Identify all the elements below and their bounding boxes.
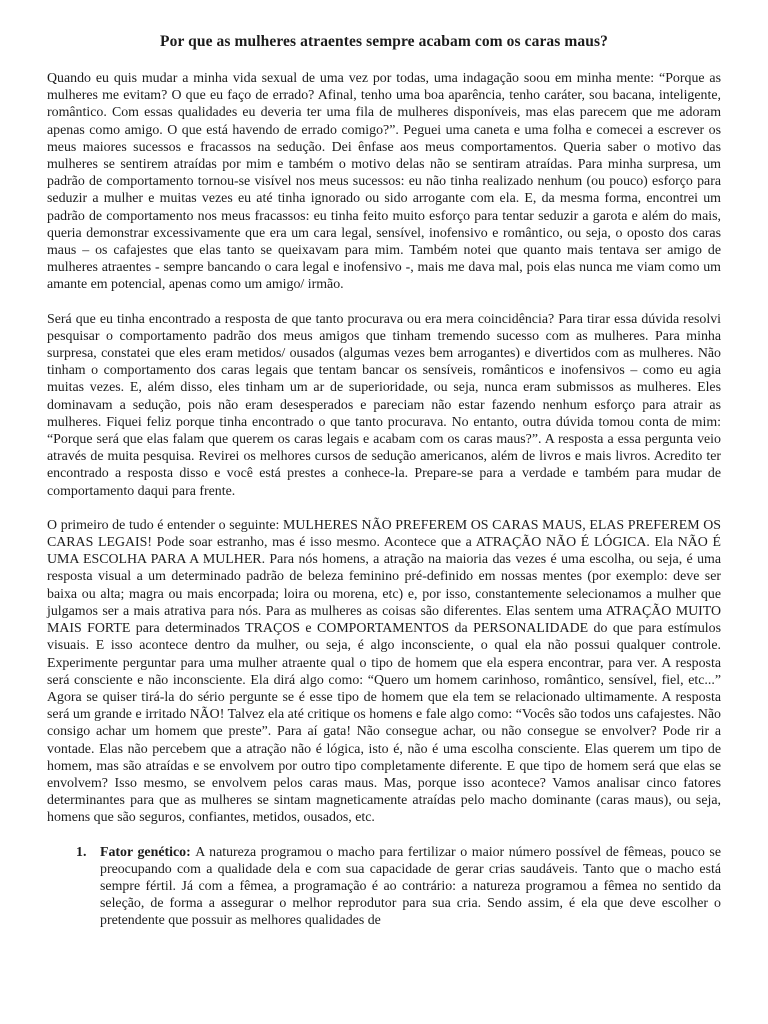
factor-item (47, 844, 721, 930)
paragraph-3: O primeiro de tudo é entender o seguinte: MULHERES NÃO PREFEREM OS CARAS MAUS, ELAS PREFEREM OS CARAS LEGAIS! Pode soar estranho, mas é isso mesmo. Acontece que a ATRAÇÃO NÃO É LÓGICA. Ela NÃO É UMA ESCOLHA PARA A MULHER. Para nós homens, a atração na maioria das vezes é uma escolha, ou seja, é uma resposta visual a um determinado padrão de beleza feminino pré-definido em nossas mentes (por exemplo: deve ser baixa ou alta; magra ou mais encorpada; loira ou morena, etc) e, por isso, constantemente selecionamos a mulher que julgamos ser a mais atrativa para nós. Para as mulheres as coisas são diferentes. Elas sentem uma ATRAÇÃO MUITO MAIS FORTE para determinados TRAÇOS e COMPORTAMENTOS da PERSONALIDADE do que para estímulos visuais. E isso acontece dentro da mulher, ou seja, é algo inconsciente, o qual ela não possui qualquer controle. Experimente perguntar para uma mulher atraente qual o tipo de homem que ela espera encontrar, para ver. A resposta será consciente e não inconsciente. Ela dirá algo como: “Quero um homem carinhoso, romântico, sensível, fiel, etc...” Agora se quiser tirá-la do sério pergunte se é esse tipo de homem que ela tem se relacionado ultimamente. A resposta será um grande e irritado NÃO! Talvez ela até critique os homens e fale algo como: “Vocês são todos uns cafajestes. Não consigo achar um homem que preste”. Para aí gata! Não consegue achar, ou não consegue se envolver? Pode rir a vontade. Elas não percebem que a atração não é lógica, isto é, não é uma escolha consciente. Elas querem um tipo de homem, mas são atraídas e se envolvem por outro tipo completamente diferente. E que tipo de homem será que elas se envolvem? Isso mesmo, se envolvem pelos caras maus. Mas, porque isso acontece? Vamos analisar cinco fatores determinantes para que as mulheres se sintam magneticamente atraídas pelo macho dominante (caras maus), ou seja, homens que são seguros, confiantes, metidos, ousados, etc. (47, 517, 721, 826)
factor-number: 1. (76, 844, 87, 860)
factors-list (47, 844, 721, 930)
document-page (47, 32, 721, 930)
factor-text: A natureza programou o macho para fertilizar o maior número possível de fêmeas, pouco se preocupando com a qualidade dela e com sua capacidade de gerar crias saudáveis. Tanto que o macho está sempre fértil. Já com a fêmea, a programação é ao contrário: a natureza programou a fêmea no sentido da seleção, de forma a assegurar o melhor reprodutor para sua cria. Sendo assim, é ela que deve escolher o pretendente que possuir as melhores qualidades de (100, 844, 721, 929)
document-title: Por que as mulheres atraentes sempre acabam com os caras maus? (160, 33, 608, 50)
factor-term: Fator genético: (100, 844, 196, 860)
paragraph-2: Será que eu tinha encontrado a resposta de que tanto procurava ou era mera coincidência? Para tirar essa dúvida resolvi pesquisar o comportamento padrão dos meus amigos que tinham tremendo sucesso com as mulheres. Para minha surpresa, constatei que eles eram metidos/ ousados (algumas vezes bem arrogantes) e divertidos com as mulheres. Não tinham o comportamento dos caras legais que tentam bancar os sensíveis, românticos e inofensivos – como eu agia muitas vezes. E, além disso, eles tinham um ar de superioridade, ou seja, nunca eram submissos as mulheres. Eles dominavam a sedução, pois não eram desesperados e pareciam não estar fazendo nenhum esforço para atrair as mulheres. Fiquei feliz porque tinha encontrado o que tanto procurava. No entanto, outra dúvida tomou conta de mim: “Porque será que elas falam que querem os caras legais e acabam com os caras maus?”. A resposta a essa pergunta veio através de muita pesquisa. Revirei os melhores cursos de sedução americanos, além de livros e mais livros. Acredito ter encontrado a resposta disso e você está prestes a conhece-la. Prepare-se para a verdade e também para mudar de comportamento daqui para frente. (47, 311, 721, 499)
paragraph-1: Quando eu quis mudar a minha vida sexual de uma vez por todas, uma indagação soou em minha mente: “Porque as mulheres me evitam? O que eu faço de errado? Afinal, tenho uma boa aparência, tenho caráter, sou bacana, inteligente, romântico. Com essas qualidades eu deveria ter uma fila de mulheres disponíveis, mas elas parecem que me adoram apenas como amigo. O que está havendo de errado comigo?”. Peguei uma caneta e uma folha e comecei a escrever os meus maiores sucessos e fracassos na sedução. Dei ênfase aos meus comportamentos. Queria saber o motivo das mulheres se sentirem atraídas por mim e também o motivo delas não se sentiram atraídas. Para minha surpresa, um padrão de comportamento tornou-se visível nos meus sucessos: eu não tinha realizado nenhum (ou pouco) esforço para seduzir a mulher e muitas vezes eu até tinha ignorado ou sido arrogante com ela. E, da mesma forma, encontrei um padrão de comportamento nos meus fracassos: eu tinha feito muito esforço para tentar seduzir a garota e além do mais, queria demonstrar excessivamente que era um cara legal, sensível, inofensivo e romântico, ou seja, o oposto dos caras maus – os cafajestes que elas tanto se queixavam para mim. Também notei que quanto mais tentava ser amigo de mulheres atraentes - sempre bancando o cara legal e inofensivo -, mais me dava mal, pois elas nunca me viam como um amante em potencial, apenas como um amigo/ irmão. (47, 71, 721, 293)
